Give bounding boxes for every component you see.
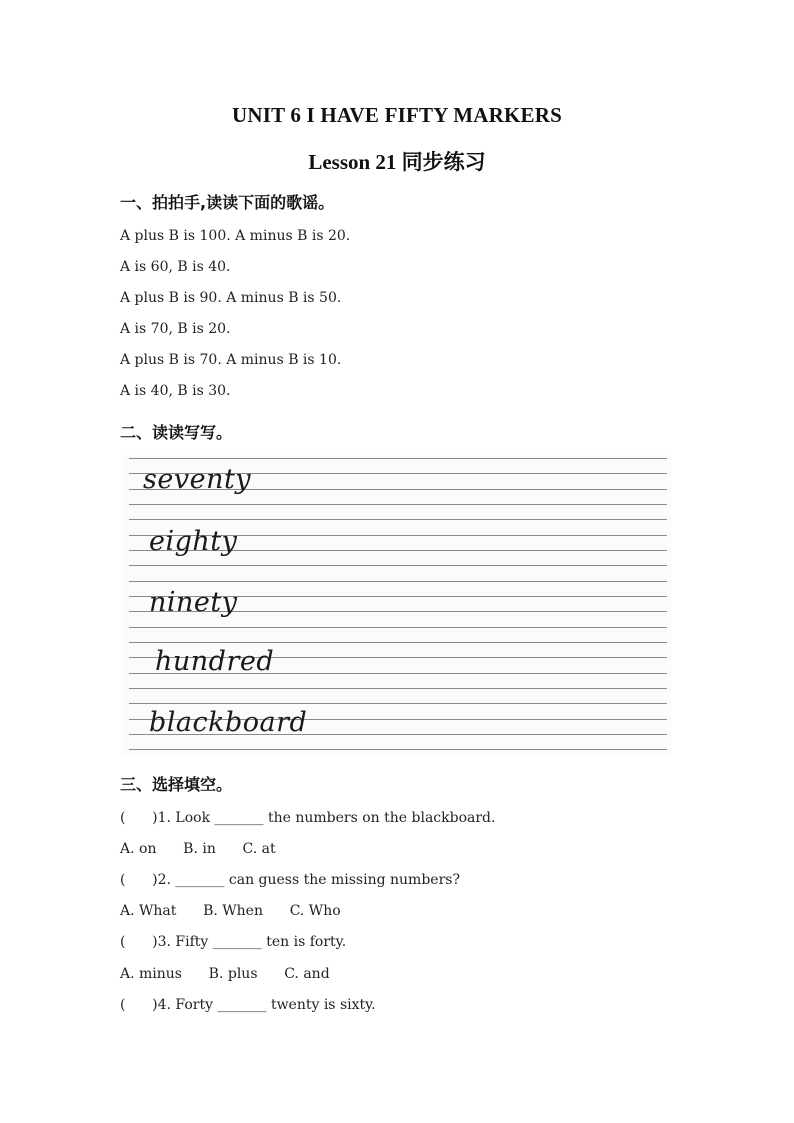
chant-line: A plus B is 70. A minus B is 10. [120,352,342,368]
question-stem: ( )1. Look _______ the numbers on the blackboard. [120,810,496,826]
practice-word: hundred [155,646,275,677]
practice-word: ninety [149,587,238,618]
practice-word: blackboard [149,707,308,738]
chant-line: A plus B is 100. A minus B is 20. [120,228,351,244]
question-options: A. What B. When C. Who [120,903,341,919]
handwriting-practice-area [123,455,671,755]
lesson-subtitle: Lesson 21 同步练习 [308,150,486,174]
section1-heading: 一、拍拍手,读读下面的歌谣。 [120,193,335,212]
question-stem: ( )3. Fifty _______ ten is forty. [120,934,347,950]
question-options: A. minus B. plus C. and [120,966,330,982]
question-stem: ( )2. _______ can guess the missing numbers? [120,872,460,888]
practice-word: eighty [149,526,238,557]
chant-line: A is 70, B is 20. [120,321,231,337]
page-title: UNIT 6 I HAVE FIFTY MARKERS [232,103,562,127]
chant-line: A plus B is 90. A minus B is 50. [120,290,342,306]
chant-line: A is 60, B is 40. [120,259,231,275]
section3-heading: 三、选择填空。 [120,775,233,794]
question-stem: ( )4. Forty _______ twenty is sixty. [120,997,376,1013]
practice-word: seventy [143,464,252,495]
question-options: A. on B. in C. at [120,841,276,857]
section2-heading: 二、读读写写。 [120,423,233,442]
chant-line: A is 40, B is 30. [120,383,231,399]
